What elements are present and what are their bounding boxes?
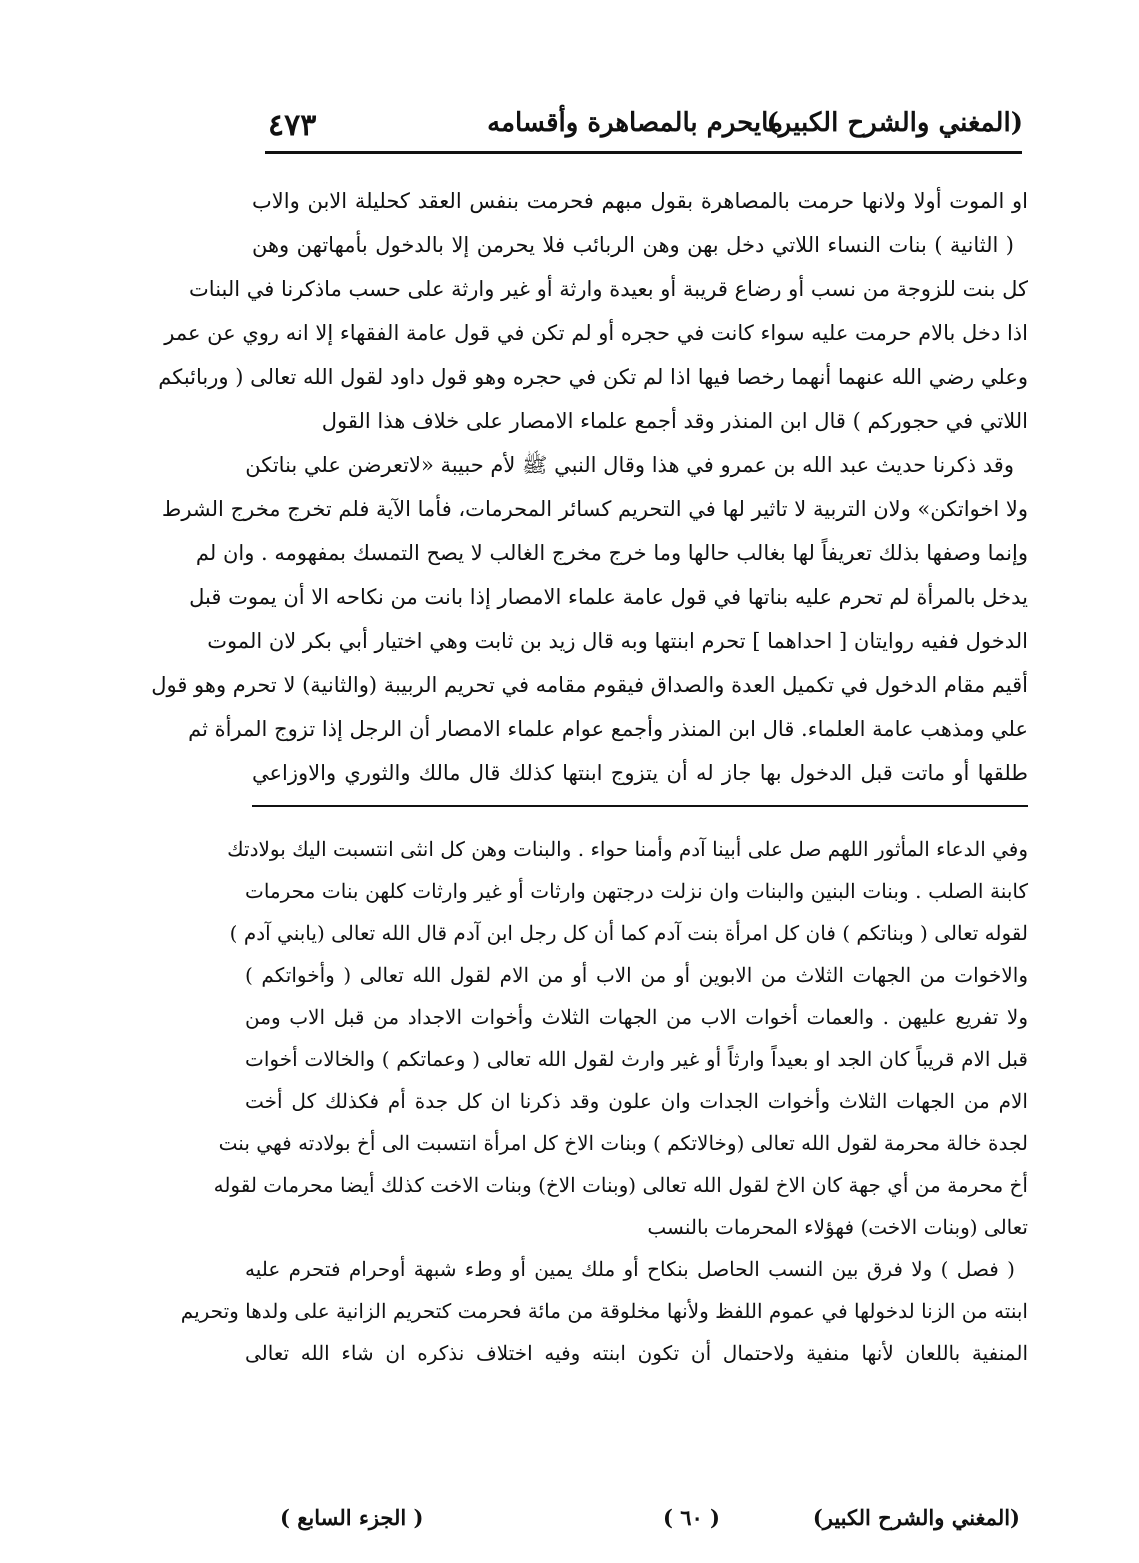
running-title: (المغني والشرح الكبير) — [766, 108, 1023, 138]
main-line: اللاتي في حجوركم ) قال ابن المنذر وقد أجمع علماء الامصار على خلاف هذا القول — [321, 409, 1028, 433]
signature-number: ( ٦٠ ) — [662, 1505, 720, 1530]
section-title: مايحرم بالمصاهرة وأقسامه — [487, 108, 783, 138]
footnote-rule — [252, 805, 1028, 807]
main-line: علي ومذهب عامة العلماء. قال ابن المنذر وأجمع عوام علماء الامصار أن الرجل إذا تزوج المرأة ثم — [188, 717, 1028, 741]
footnote-line: لقوله تعالى ( وبناتكم ) فان كل امرأة بنت آدم كما أن كل رجل ابن آدم قال الله تعالى (يابني آدم ) — [229, 921, 1028, 945]
main-line: ( الثانية ) بنات النساء اللاتي دخل بهن وهن الربائب فلا يحرمن إلا بالدخول بأمهاتهن وهن — [252, 233, 1014, 257]
footnote-line: والاخوات من الجهات الثلاث من الابوين أو من الاب أو من الام لقول الله تعالى ( وأخواتكم ) — [245, 963, 1028, 987]
page-number: ٤٧٣ — [268, 108, 317, 143]
footnote-line: لجدة خالة محرمة لقول الله تعالى (وخالاتكم ) وبنات الاخ كل امرأة انتسبت الى أخ بولادته فهي بنت — [218, 1131, 1028, 1155]
footnote-line: الام من الجهات الثلاث وأخوات الجدات وان علون وقد ذكرنا ان كل جدة أم فكذلك كل أخت — [245, 1089, 1028, 1113]
footnote-line: كابنة الصلب . وبنات البنين والبنات وان نزلت درجتهن وارثات أو غير وارثات كلهن بنات محرمات — [245, 879, 1028, 903]
header-rule — [265, 151, 1022, 154]
main-line: وقد ذكرنا حديث عبد الله بن عمرو في هذا وقال النبي ﷺ لأم حبيبة «لاتعرضن علي بناتكن — [245, 453, 1014, 477]
main-line: او الموت أولا ولانها حرمت بالمصاهرة بقول مبهم فحرمت بنفس العقد كحليلة الابن والاب — [252, 189, 1028, 213]
page-header — [268, 108, 1023, 152]
footnote-line: ابنته من الزنا لدخولها في عموم اللفظ ولأنها مخلوقة من مائة فحرمت كتحريم الزانية على ولدها وتحريم — [180, 1299, 1028, 1323]
footnote-line: ( فصل ) ولا فرق بين النسب الحاصل بنكاح أو ملك يمين أو وطء شبهة أوحرام فتحرم عليه — [245, 1257, 1015, 1281]
footnote-line: أخ محرمة من أي جهة كان الاخ لقول الله تعالى (وبنات الاخ) وبنات الاخت كذلك أيضا محرمات لقوله — [213, 1173, 1028, 1197]
footnote-line: تعالى (وبنات الاخت) فهؤلاء المحرمات بالنسب — [647, 1215, 1028, 1239]
main-line: ولا اخواتكن» ولان التربية لا تاثير لها في التحريم كسائر المحرمات، فأما الآية فلم تخرج مخرج الشرط — [161, 497, 1028, 521]
footnote-line: المنفية باللعان لأنها منفية ولاحتمال أن تكون ابنته وفيه اختلاف نذكره ان شاء الله تعالى — [245, 1341, 1028, 1365]
footnote-line: ولا تفريع عليهن . والعمات أخوات الاب من الجهات الثلاث وأخوات الاجداد من قبل الاب ومن — [245, 1005, 1028, 1029]
main-line: وإنما وصفها بذلك تعريفاً لها بغالب حالها وما خرج مخرج الغالب لا يصح التمسك بمفهومه . وان لم — [195, 541, 1028, 565]
main-line: الدخول ففيه روايتان [ احداهما ] تحرم ابنتها وبه قال زيد بن ثابت وهي اختيار أبي بكر لان الموت — [207, 629, 1028, 653]
main-line: طلقها أو ماتت قبل الدخول بها جاز له أن يتزوج ابنتها كذلك قال مالك والثوري والاوزاعي — [252, 761, 1028, 785]
main-line: يدخل بالمرأة لم تحرم عليه بناتها في قول عامة علماء الامصار إذا بانت من نكاحه الا أن يموت قبل — [189, 585, 1028, 609]
main-line: كل بنت للزوجة من نسب أو رضاع قريبة أو بعيدة وارثة أو غير وارثة على حسب ماذكرنا في البنات — [189, 277, 1028, 301]
main-line: اذا دخل بالام حرمت عليه سواء كانت في حجره أو لم تكن في قول عامة الفقهاء إلا انه روي عن عمر — [164, 321, 1028, 345]
main-line: أقيم مقام الدخول في تكميل العدة والصداق فيقوم مقامه في تحريم الربيبة (والثانية) لا تحرم وهو قول — [151, 673, 1028, 697]
page-footer — [280, 1505, 1020, 1545]
volume-label: ( الجزء السابع ) — [280, 1505, 424, 1530]
main-line: وعلي رضي الله عنهما أنهما رخصا فيها اذا لم تكن في حجره وهو قول داود لقول الله تعالى ( وربائبكم — [158, 365, 1028, 389]
footer-book-title: (المغني والشرح الكبير) — [812, 1505, 1020, 1530]
footnote-line: قبل الام قريباً كان الجد او بعيداً وارثاً أو غير وارث لقول الله تعالى ( وعماتكم ) والخالات أخوات — [245, 1047, 1028, 1071]
footnote-line: وفي الدعاء المأثور اللهم صل على أبينا آدم وأمنا حواء . والبنات وهن كل انثى انتسبت اليك بولادتك — [227, 837, 1028, 861]
